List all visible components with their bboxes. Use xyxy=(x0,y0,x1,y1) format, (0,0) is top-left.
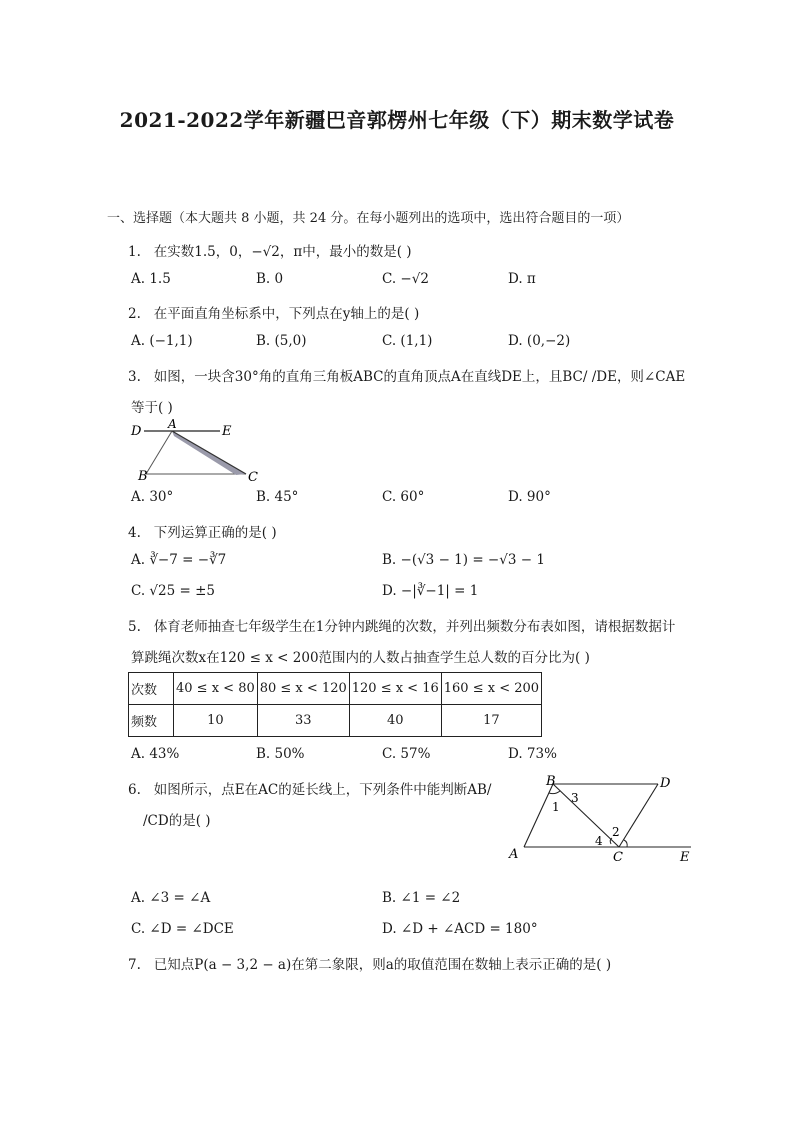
option-b: B. 50% xyxy=(256,746,305,762)
option-a: A. 1.5 xyxy=(131,271,171,287)
question-number: 1. xyxy=(128,244,141,260)
option-a: A. (−1,1) xyxy=(131,333,193,349)
angle-arc-2 xyxy=(624,840,627,847)
question-number: 3. xyxy=(128,369,141,385)
option-a: A. ∛−7 = −∛7 xyxy=(131,552,227,568)
table-cell: 40 ≤ x < 80 xyxy=(174,673,258,705)
table-row xyxy=(129,705,542,737)
side-ac xyxy=(172,431,246,474)
option-b: B. (5,0) xyxy=(256,333,307,349)
question-1 xyxy=(128,240,412,260)
label-b: B xyxy=(546,774,556,789)
angle-arc-1 xyxy=(549,791,560,794)
side-ab xyxy=(146,431,172,474)
option-d: D. −|∛−1| = 1 xyxy=(382,583,479,599)
table-cell: 17 xyxy=(441,705,541,737)
question-5 xyxy=(128,615,675,635)
question-number: 2. xyxy=(128,306,141,322)
segment-ab xyxy=(524,784,553,847)
table-cell: 10 xyxy=(174,705,258,737)
question-7 xyxy=(128,953,611,973)
question-3-continued: 等于( ) xyxy=(131,400,173,416)
question-3 xyxy=(128,365,685,385)
question-stem: 已知点P(a − 3,2 − a)在第二象限，则a的取值范围在数轴上表示正确的是( ) xyxy=(153,957,612,973)
option-b: B. ∠1 = ∠2 xyxy=(382,890,461,906)
label-e: E xyxy=(222,424,232,439)
option-d: D. 73% xyxy=(508,746,557,762)
option-b: B. −(√3 − 1) = −√3 − 1 xyxy=(382,552,545,568)
question-number: 7. xyxy=(128,957,141,973)
label-a: A xyxy=(509,847,519,862)
table-cell: 40 xyxy=(349,705,441,737)
option-d: D. π xyxy=(508,271,536,287)
frequency-table xyxy=(128,672,542,737)
option-c: C. 57% xyxy=(382,746,431,762)
label-c: C xyxy=(248,470,258,485)
table-cell: 160 ≤ x < 200 xyxy=(441,673,541,705)
label-a: A xyxy=(168,417,177,431)
question-2 xyxy=(128,302,419,322)
parallel-lines-figure xyxy=(505,772,697,868)
label-d: D xyxy=(131,424,142,439)
question-stem: 在实数1.5，0，−√2，π中，最小的数是( ) xyxy=(153,244,412,260)
label-e: E xyxy=(680,850,690,865)
question-stem: 如图所示，点E在AC的延长线上，下列条件中能判断AB/ xyxy=(153,782,492,798)
label-angle-4: 4 xyxy=(595,834,603,848)
section-heading: 一、选择题（本大题共 8 小题，共 24 分。在每小题列出的选项中，选出符合题目的一项） xyxy=(107,211,630,226)
option-c: C. 60° xyxy=(382,489,425,505)
option-a: A. 30° xyxy=(131,489,174,505)
table-cell: 次数 xyxy=(129,673,174,705)
question-stem: 在平面直角坐标系中，下列点在y轴上的是( ) xyxy=(153,306,420,322)
option-d: D. 90° xyxy=(508,489,551,505)
option-a: A. 43% xyxy=(131,746,180,762)
segment-cd xyxy=(619,784,658,847)
question-number: 6. xyxy=(128,782,141,798)
question-number: 5. xyxy=(128,619,141,635)
table-row xyxy=(129,673,542,705)
label-d: D xyxy=(660,776,671,791)
question-stem: 下列运算正确的是( ) xyxy=(153,525,277,541)
question-6 xyxy=(128,778,491,798)
option-c: C. (1,1) xyxy=(382,333,433,349)
question-number: 4. xyxy=(128,525,141,541)
label-b: B xyxy=(138,469,148,484)
label-angle-3: 3 xyxy=(571,791,579,805)
option-c: C. √25 = ±5 xyxy=(131,583,216,599)
option-a: A. ∠3 = ∠A xyxy=(131,890,211,906)
table-cell: 33 xyxy=(257,705,349,737)
segment-bc xyxy=(553,784,619,847)
label-angle-2: 2 xyxy=(612,825,620,839)
label-c: C xyxy=(613,850,623,865)
option-d: D. (0,−2) xyxy=(508,333,571,349)
table-cell: 80 ≤ x < 120 xyxy=(257,673,349,705)
option-b: B. 0 xyxy=(256,271,284,287)
question-6-continued: /CD的是( ) xyxy=(143,813,211,829)
question-5-continued: 算跳绳次数x在120 ≤ x < 200范围内的人数占抽查学生总人数的百分比为( ) xyxy=(131,650,590,666)
table-cell: 频数 xyxy=(129,705,174,737)
option-b: B. 45° xyxy=(256,489,299,505)
option-c: C. ∠D = ∠DCE xyxy=(131,921,234,937)
question-stem: 如图，一块含30°角的直角三角板ABC的直角顶点A在直线DE上，且BC/ /DE，则∠CAE xyxy=(153,369,686,385)
label-angle-1: 1 xyxy=(552,800,560,814)
question-4 xyxy=(128,521,277,541)
table-cell: 120 ≤ x < 16 xyxy=(349,673,441,705)
page-title: 2021-2022学年新疆巴音郭楞州七年级（下）期末数学试卷 xyxy=(119,108,675,132)
question-stem: 体育老师抽查七年级学生在1分钟内跳绳的次数，并列出频数分布表如图，请根据数据计 xyxy=(153,619,676,635)
triangle-figure xyxy=(128,416,268,486)
option-c: C. −√2 xyxy=(382,271,429,287)
option-d: D. ∠D + ∠ACD = 180° xyxy=(382,921,538,937)
